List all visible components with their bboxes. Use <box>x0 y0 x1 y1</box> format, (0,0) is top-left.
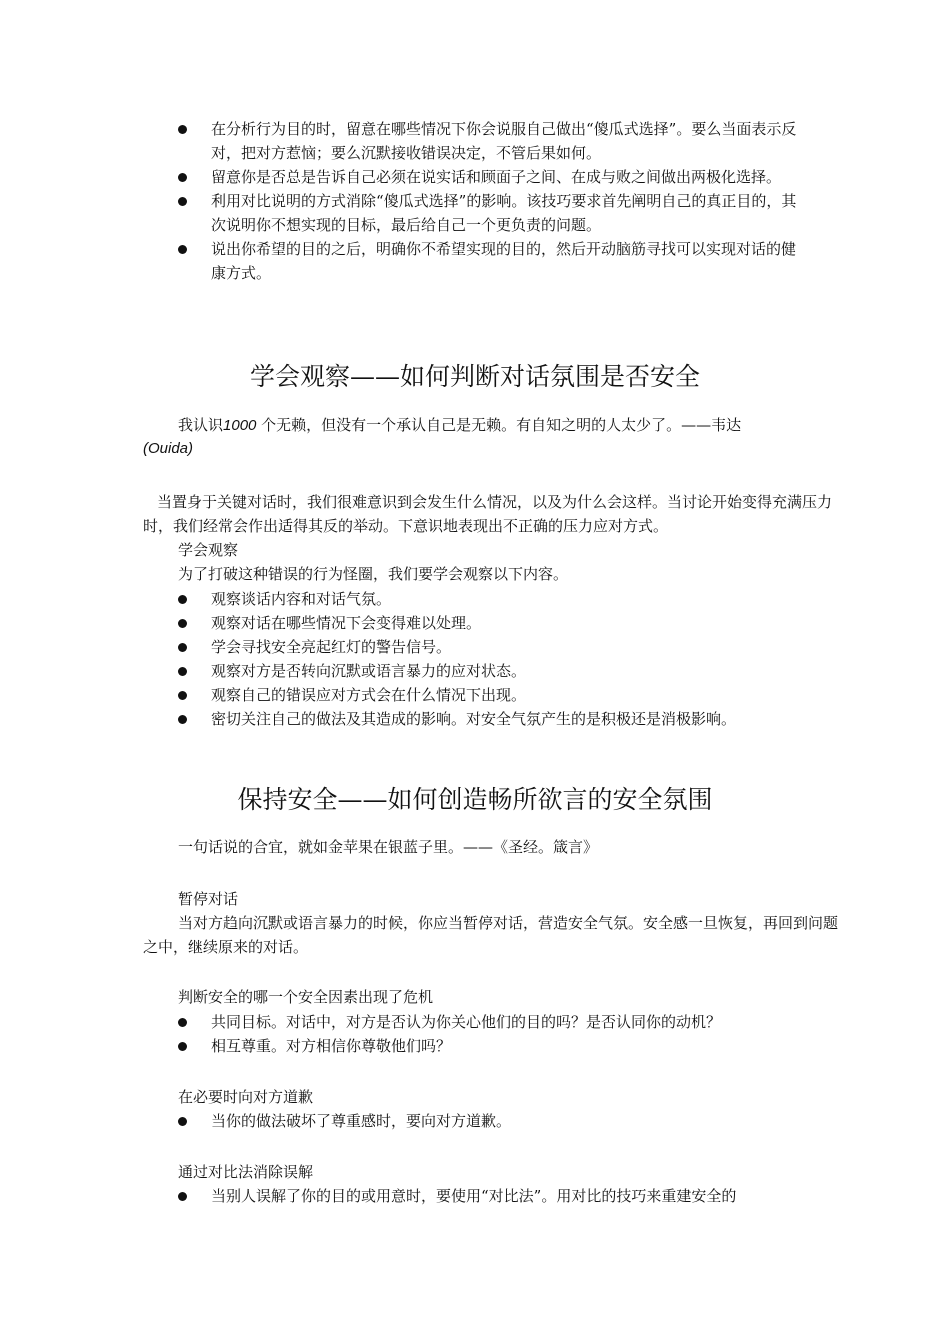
list-item: 说出你希望的目的之后，明确你不希望实现的目的，然后开动脑筋寻找可以实现对话的健康方式。 <box>0 237 807 285</box>
list-item: 在分析行为目的时，留意在哪些情况下你会说服自己做出“傻瓜式选择”。要么当面表示反对，把对方惹恼；要么沉默接收错误决定，不管后果如何。 <box>0 117 807 165</box>
bullet-icon <box>178 1192 187 1201</box>
subheading-judge: 判断安全的哪一个安全因素出现了危机 <box>178 988 434 1006</box>
list-item: 当你的做法破坏了尊重感时，要向对方道歉。 <box>0 1109 807 1133</box>
bullet-icon <box>178 1042 187 1051</box>
paragraph-pause: 当对方趋向沉默或语言暴力的时候，你应当暂停对话，营造安全气氛。安全感一旦恢复，再回到问题之中，继续原来的对话。 <box>143 914 839 956</box>
bullet-list-contrast <box>0 1184 950 1208</box>
quote-ouida: 我认识1000 个无赖，但没有一个承认自己是无赖。有自知之明的人太少了。——韦达 <box>178 416 742 434</box>
bullet-icon <box>178 173 187 182</box>
subheading-contrast: 通过对比法消除误解 <box>178 1163 314 1181</box>
bullet-icon <box>178 691 187 700</box>
list-item: 共同目标。对话中，对方是否认为你关心他们的目的吗？是否认同你的动机？ <box>0 1010 807 1034</box>
quote-proverbs: 一句话说的合宜，就如金苹果在银蓝子里。——《圣经。箴言》 <box>178 838 599 856</box>
subheading-apology: 在必要时向对方道歉 <box>178 1088 314 1106</box>
list-item: 观察谈话内容和对话气氛。 <box>0 587 807 611</box>
bullet-list-choices <box>0 117 950 285</box>
subheading-observe: 学会观察 <box>178 541 239 559</box>
list-item: 相互尊重。对方相信你尊敬他们吗？ <box>0 1034 807 1058</box>
bullet-list-apology <box>0 1109 950 1133</box>
section-heading-safety: 保持安全——如何创造畅所欲言的安全氛围 <box>237 785 713 814</box>
bullet-icon <box>178 125 187 134</box>
bullet-icon <box>178 619 187 628</box>
paragraph-pressure: 当置身于关键对话时，我们很难意识到会发生什么情况，以及为什么会这样。当讨论开始变得充满压力时，我们经常会作出适得其反的举动。下意识地表现出不正确的压力应对方式。 <box>143 493 833 535</box>
list-item: 观察对话在哪些情况下会变得难以处理。 <box>0 611 807 635</box>
list-item: 留意你是否总是告诉自己必须在说实话和顾面子之间、在成与败之间做出两极化选择。 <box>0 165 807 189</box>
list-item: 观察对方是否转向沉默或语言暴力的应对状态。 <box>0 659 807 683</box>
bullet-icon <box>178 245 187 254</box>
bullet-icon <box>178 643 187 652</box>
paragraph-break-cycle: 为了打破这种错误的行为怪圈，我们要学会观察以下内容。 <box>178 565 569 583</box>
bullet-icon <box>178 667 187 676</box>
bullet-icon <box>178 197 187 206</box>
bullet-icon <box>178 715 187 724</box>
section-heading-observe: 学会观察——如何判断对话氛围是否安全 <box>249 362 700 391</box>
bullet-list-judge <box>0 1010 950 1058</box>
bullet-icon <box>178 1117 187 1126</box>
subheading-pause: 暂停对话 <box>178 890 239 908</box>
list-item: 观察自己的错误应对方式会在什么情况下出现。 <box>0 683 807 707</box>
list-item: 密切关注自己的做法及其造成的影响。对安全气氛产生的是积极还是消极影响。 <box>0 707 807 731</box>
list-item: 当别人误解了你的目的或用意时，要使用“对比法”。用对比的技巧来重建安全的 <box>0 1184 807 1208</box>
list-item: 学会寻找安全亮起红灯的警告信号。 <box>0 635 807 659</box>
list-item: 利用对比说明的方式消除“傻瓜式选择”的影响。该技巧要求首先阐明自己的真正目的，其次说明你不想实现的目标，最后给自己一个更负责的问题。 <box>0 189 807 237</box>
bullet-list-observe <box>0 587 950 731</box>
bullet-icon <box>178 1018 187 1027</box>
quote-author: (Ouida) <box>143 440 194 457</box>
bullet-icon <box>178 595 187 604</box>
